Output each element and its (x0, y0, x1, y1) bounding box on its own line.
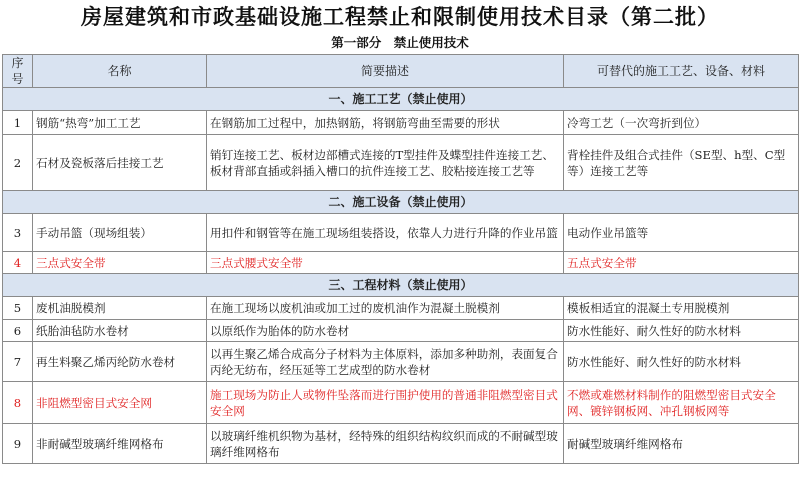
row-description: 以玻璃纤维机织物为基材，经特殊的组织结构纹织而成的不耐碱型玻璃纤维网格布 (207, 424, 564, 464)
row-number: 2 (3, 135, 33, 191)
table-row-highlight (3, 382, 799, 424)
row-description: 以原纸作为胎体的防水卷材 (207, 320, 564, 342)
row-number: 1 (3, 111, 33, 135)
table-row (3, 111, 799, 135)
table-row (3, 135, 799, 191)
row-name: 非阻燃型密目式安全网 (33, 382, 207, 424)
row-name: 钢筋“热弯”加工工艺 (33, 111, 207, 135)
header-no: 序号 (3, 55, 33, 88)
row-description: 以再生聚乙烯合成高分子材料为主体原料，添加多种助剂，表面复合丙纶无纺布，经压延等工艺成型的防水卷材 (207, 342, 564, 382)
row-number: 5 (3, 297, 33, 320)
section-row (3, 191, 799, 214)
header-name: 名称 (33, 55, 207, 88)
row-alternative: 五点式安全带 (564, 252, 799, 274)
row-alternative: 电动作业吊篮等 (564, 214, 799, 252)
section-title: 三、工程材料（禁止使用） (3, 274, 799, 297)
row-number: 4 (3, 252, 33, 274)
row-name: 三点式安全带 (33, 252, 207, 274)
table-row (3, 424, 799, 464)
row-name: 非耐碱型玻璃纤维网格布 (33, 424, 207, 464)
page-title: 房屋建筑和市政基础设施工程禁止和限制使用技术目录（第二批） (81, 5, 719, 29)
section-row (3, 88, 799, 111)
row-number: 3 (3, 214, 33, 252)
row-description: 销钉连接工艺、板材边部槽式连接的T型挂件及蝶型挂件连接工艺、板材背部直插或斜插入槽口的抗件连接工艺、胶粘接连接工艺等 (207, 135, 564, 191)
row-name: 纸胎油毡防水卷材 (33, 320, 207, 342)
row-name: 再生料聚乙烯丙纶防水卷材 (33, 342, 207, 382)
table-row (3, 297, 799, 320)
row-alternative: 背栓挂件及组合式挂件（SE型、h型、C型等）连接工艺等 (564, 135, 799, 191)
row-number: 7 (3, 342, 33, 382)
row-alternative: 耐碱型玻璃纤维网格布 (564, 424, 799, 464)
row-description: 施工现场为防止人或物件坠落而进行围护使用的普通非阻燃型密目式安全网 (207, 382, 564, 424)
header-alternatives: 可替代的施工工艺、设备、材料 (564, 55, 799, 88)
row-alternative: 模板相适宜的混凝土专用脱模剂 (564, 297, 799, 320)
table-row (3, 320, 799, 342)
row-alternative: 防水性能好、耐久性好的防水材料 (564, 342, 799, 382)
header-description: 简要描述 (207, 55, 564, 88)
row-description: 在钢筋加工过程中，加热钢筋，将钢筋弯曲至需要的形状 (207, 111, 564, 135)
row-description: 三点式腰式安全带 (207, 252, 564, 274)
table-row (3, 214, 799, 252)
page-subtitle: 第一部分 禁止使用技术 (331, 35, 469, 50)
row-description: 用扣件和钢管等在施工现场组装搭设，依靠人力进行升降的作业吊篮 (207, 214, 564, 252)
row-description: 在施工现场以废机油或加工过的废机油作为混凝土脱模剂 (207, 297, 564, 320)
row-alternative: 冷弯工艺（一次弯折到位） (564, 111, 799, 135)
row-name: 废机油脱模剂 (33, 297, 207, 320)
table-row-highlight (3, 252, 799, 274)
row-number: 9 (3, 424, 33, 464)
table-row (3, 342, 799, 382)
row-name: 石材及瓷板落后挂接工艺 (33, 135, 207, 191)
row-alternative: 防水性能好、耐久性好的防水材料 (564, 320, 799, 342)
row-number: 6 (3, 320, 33, 342)
row-name: 手动吊篮（现场组装） (33, 214, 207, 252)
technology-table (2, 54, 799, 464)
section-title: 二、施工设备（禁止使用） (3, 191, 799, 214)
row-alternative: 不燃或难燃材料制作的阻燃型密目式安全网、镀锌钢板网、冲孔钢板网等 (564, 382, 799, 424)
row-number: 8 (3, 382, 33, 424)
section-title: 一、施工工艺（禁止使用） (3, 88, 799, 111)
section-row (3, 274, 799, 297)
table-header-row (3, 55, 799, 88)
